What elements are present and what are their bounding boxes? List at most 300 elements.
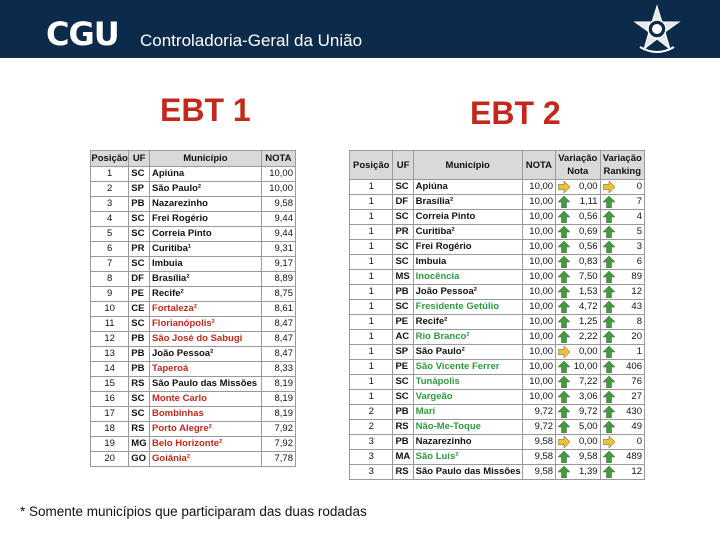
position-cell: 8 xyxy=(91,272,129,287)
municipio-cell: Rio Branco² xyxy=(413,330,522,345)
position-cell: 2 xyxy=(350,405,393,420)
position-cell: 3 xyxy=(91,197,129,212)
table-row xyxy=(91,452,296,467)
uf-cell: GO xyxy=(129,452,150,467)
nota-cell: 10,00 xyxy=(522,315,555,330)
uf-cell: SP xyxy=(129,182,150,197)
nota-cell: 9,58 xyxy=(522,465,555,480)
variacao-ranking-cell-value: 49 xyxy=(631,421,642,432)
nota-cell: 10,00 xyxy=(522,210,555,225)
position-cell: 4 xyxy=(91,212,129,227)
municipio-cell: Inocência xyxy=(413,270,522,285)
nota-cell: 10,00 xyxy=(522,390,555,405)
arrow-up-icon xyxy=(603,391,615,403)
arrow-up-icon xyxy=(603,376,615,388)
municipio-cell: Fresidente Getúlio xyxy=(413,300,522,315)
nota-cell: 9,17 xyxy=(261,257,295,272)
table-row xyxy=(350,435,645,450)
variacao-ranking-cell xyxy=(600,270,644,285)
nota-cell: 10,00 xyxy=(522,255,555,270)
variacao-ranking-cell-value: 430 xyxy=(626,406,642,417)
arrow-right-icon xyxy=(603,436,615,448)
col-header-municipio: Município xyxy=(413,151,522,180)
uf-cell: DF xyxy=(393,195,413,210)
table-row xyxy=(350,375,645,390)
arrow-up-icon xyxy=(603,361,615,373)
variacao-nota-cell xyxy=(556,270,600,285)
arrow-up-icon xyxy=(603,301,615,313)
col-header-variacao-ranking: Variação Ranking xyxy=(600,151,644,180)
uf-cell: SC xyxy=(129,317,150,332)
ebt1-title: EBT 1 xyxy=(160,92,251,128)
table-row xyxy=(91,377,296,392)
table-row xyxy=(350,315,645,330)
uf-cell: DF xyxy=(129,272,150,287)
nota-cell: 8,19 xyxy=(261,407,295,422)
position-cell: 6 xyxy=(91,242,129,257)
arrow-up-icon xyxy=(558,391,570,403)
variacao-nota-cell-value: 10,00 xyxy=(573,361,598,372)
table-row xyxy=(91,167,296,182)
arrow-up-icon xyxy=(558,406,570,418)
variacao-ranking-cell xyxy=(600,195,644,210)
nota-cell: 9,44 xyxy=(261,227,295,242)
arrow-up-icon xyxy=(558,211,570,223)
table-row xyxy=(350,270,645,285)
uf-cell: SC xyxy=(129,257,150,272)
variacao-nota-cell xyxy=(556,375,600,390)
municipio-cell: Nazarezinho xyxy=(150,197,262,212)
municipio-cell: Frei Rogério xyxy=(413,240,522,255)
uf-cell: CE xyxy=(129,302,150,317)
table-row xyxy=(350,465,645,480)
position-cell: 2 xyxy=(350,420,393,435)
uf-cell: PB xyxy=(129,332,150,347)
uf-cell: SC xyxy=(393,255,413,270)
nota-cell: 9,72 xyxy=(522,405,555,420)
variacao-nota-cell-value: 0,56 xyxy=(579,211,598,222)
municipio-cell: Correia Pinto xyxy=(413,210,522,225)
uf-cell: SC xyxy=(393,240,413,255)
variacao-nota-cell-value: 2,22 xyxy=(579,331,598,342)
position-cell: 1 xyxy=(350,225,393,240)
municipio-cell: Taperoá xyxy=(150,362,262,377)
table-row xyxy=(350,390,645,405)
position-cell: 5 xyxy=(91,227,129,242)
municipio-cell: Monte Carlo xyxy=(150,392,262,407)
header-subtitle: Controladoria-Geral da União xyxy=(140,31,363,50)
position-cell: 1 xyxy=(350,195,393,210)
table-row xyxy=(91,407,296,422)
table-row xyxy=(91,242,296,257)
position-cell: 7 xyxy=(91,257,129,272)
arrow-right-icon xyxy=(603,181,615,193)
variacao-ranking-cell-value: 0 xyxy=(636,181,642,192)
municipio-cell: Frei Rogério xyxy=(150,212,262,227)
municipio-cell: São Luís² xyxy=(413,450,522,465)
table-row xyxy=(350,240,645,255)
nota-cell: 10,00 xyxy=(522,345,555,360)
table-row xyxy=(91,287,296,302)
variacao-ranking-cell xyxy=(600,255,644,270)
variacao-ranking-cell xyxy=(600,465,644,480)
table-row xyxy=(91,317,296,332)
uf-cell: MA xyxy=(393,450,413,465)
position-cell: 16 xyxy=(91,392,129,407)
municipio-cell: São Paulo das Missões xyxy=(150,377,262,392)
position-cell: 12 xyxy=(91,332,129,347)
nota-cell: 8,89 xyxy=(261,272,295,287)
table-row xyxy=(91,227,296,242)
nota-cell: 8,19 xyxy=(261,377,295,392)
arrow-up-icon xyxy=(558,421,570,433)
variacao-ranking-cell xyxy=(600,405,644,420)
position-cell: 1 xyxy=(350,285,393,300)
table-row xyxy=(91,197,296,212)
variacao-ranking-cell xyxy=(600,375,644,390)
header-bar xyxy=(0,0,720,58)
uf-cell: PB xyxy=(393,435,413,450)
uf-cell: SC xyxy=(129,392,150,407)
footnote: * Somente municípios que participaram das duas rodadas xyxy=(20,504,367,519)
variacao-nota-cell-value: 9,58 xyxy=(579,451,598,462)
nota-cell: 10,00 xyxy=(522,195,555,210)
table-row xyxy=(350,195,645,210)
uf-cell: PB xyxy=(129,347,150,362)
nota-cell: 10,00 xyxy=(522,375,555,390)
col-header-variacao-nota: Variação Nota xyxy=(556,151,600,180)
variacao-nota-cell-value: 1,11 xyxy=(579,196,598,207)
arrow-up-icon xyxy=(603,316,615,328)
variacao-ranking-cell-value: 8 xyxy=(636,316,642,327)
variacao-ranking-cell-value: 3 xyxy=(636,241,642,252)
position-cell: 9 xyxy=(91,287,129,302)
uf-cell: RS xyxy=(393,465,413,480)
position-cell: 20 xyxy=(91,452,129,467)
nota-cell: 8,75 xyxy=(261,287,295,302)
municipio-cell: São Paulo das Missões xyxy=(413,465,522,480)
position-cell: 3 xyxy=(350,465,393,480)
variacao-nota-cell xyxy=(556,465,600,480)
nota-cell: 8,33 xyxy=(261,362,295,377)
position-cell: 3 xyxy=(350,435,393,450)
variacao-nota-cell-value: 0,83 xyxy=(579,256,598,267)
table-row xyxy=(91,182,296,197)
arrow-up-icon xyxy=(558,376,570,388)
variacao-ranking-cell-value: 1 xyxy=(636,346,642,357)
uf-cell: PE xyxy=(393,315,413,330)
variacao-nota-cell xyxy=(556,240,600,255)
table-row xyxy=(91,332,296,347)
table-row xyxy=(350,405,645,420)
variacao-nota-cell-value: 0,00 xyxy=(579,436,598,447)
variacao-ranking-cell xyxy=(600,315,644,330)
variacao-nota-cell xyxy=(556,360,600,375)
table-row xyxy=(91,302,296,317)
nota-cell: 10,00 xyxy=(522,300,555,315)
nota-cell: 9,44 xyxy=(261,212,295,227)
variacao-ranking-cell xyxy=(600,360,644,375)
municipio-cell: Florianópolis² xyxy=(150,317,262,332)
position-cell: 1 xyxy=(350,270,393,285)
variacao-ranking-cell xyxy=(600,450,644,465)
position-cell: 1 xyxy=(350,210,393,225)
municipio-cell: João Pessoa² xyxy=(413,285,522,300)
position-cell: 1 xyxy=(350,240,393,255)
variacao-nota-cell-value: 9,72 xyxy=(579,406,598,417)
table-row xyxy=(350,300,645,315)
variacao-nota-cell xyxy=(556,450,600,465)
variacao-nota-cell xyxy=(556,210,600,225)
variacao-nota-cell xyxy=(556,195,600,210)
table-row xyxy=(350,180,645,195)
variacao-nota-cell xyxy=(556,285,600,300)
uf-cell: MG xyxy=(129,437,150,452)
uf-cell: PR xyxy=(393,225,413,240)
municipio-cell: Nazarezinho xyxy=(413,435,522,450)
col-header-municipio: Município xyxy=(150,151,262,167)
arrow-up-icon xyxy=(603,271,615,283)
variacao-nota-cell xyxy=(556,345,600,360)
position-cell: 18 xyxy=(91,422,129,437)
variacao-nota-cell xyxy=(556,405,600,420)
uf-cell: RS xyxy=(129,377,150,392)
variacao-ranking-cell xyxy=(600,345,644,360)
uf-cell: SC xyxy=(129,227,150,242)
uf-cell: SC xyxy=(393,210,413,225)
variacao-nota-cell-value: 1,25 xyxy=(579,316,598,327)
municipio-cell: Marí xyxy=(413,405,522,420)
table-row xyxy=(91,347,296,362)
variacao-ranking-cell-value: 20 xyxy=(631,331,642,342)
table-row xyxy=(350,225,645,240)
municipio-cell: Não-Me-Toque xyxy=(413,420,522,435)
position-cell: 1 xyxy=(350,330,393,345)
table-row xyxy=(350,450,645,465)
uf-cell: PE xyxy=(393,360,413,375)
variacao-nota-cell-value: 0,69 xyxy=(579,226,598,237)
municipio-cell: João Pessoa² xyxy=(150,347,262,362)
municipio-cell: São Vicente Ferrer xyxy=(413,360,522,375)
table-row xyxy=(91,362,296,377)
variacao-nota-cell-value: 7,22 xyxy=(579,376,598,387)
arrow-up-icon xyxy=(603,196,615,208)
variacao-ranking-cell xyxy=(600,435,644,450)
position-cell: 10 xyxy=(91,302,129,317)
municipio-cell: Apiúna xyxy=(413,180,522,195)
variacao-ranking-cell xyxy=(600,420,644,435)
uf-cell: PB xyxy=(129,197,150,212)
arrow-up-icon xyxy=(558,361,570,373)
arrow-right-icon xyxy=(558,436,570,448)
position-cell: 11 xyxy=(91,317,129,332)
municipio-cell: Porto Alegre² xyxy=(150,422,262,437)
municipio-cell: Belo Horizonte² xyxy=(150,437,262,452)
variacao-nota-cell xyxy=(556,300,600,315)
nota-cell: 7,92 xyxy=(261,422,295,437)
municipio-cell: São Paulo² xyxy=(413,345,522,360)
arrow-up-icon xyxy=(558,301,570,313)
uf-cell: PE xyxy=(129,287,150,302)
position-cell: 2 xyxy=(91,182,129,197)
table-row xyxy=(350,345,645,360)
variacao-ranking-cell xyxy=(600,180,644,195)
arrow-up-icon xyxy=(558,316,570,328)
nota-cell: 9,58 xyxy=(522,435,555,450)
nota-cell: 9,31 xyxy=(261,242,295,257)
uf-cell: AC xyxy=(393,330,413,345)
variacao-nota-cell xyxy=(556,420,600,435)
nota-cell: 10,00 xyxy=(522,270,555,285)
variacao-ranking-cell xyxy=(600,285,644,300)
uf-cell: PB xyxy=(129,362,150,377)
col-header-nota: NOTA xyxy=(522,151,555,180)
position-cell: 13 xyxy=(91,347,129,362)
position-cell: 1 xyxy=(350,315,393,330)
arrow-up-icon xyxy=(558,241,570,253)
col-header-posicao: Posição xyxy=(350,151,393,180)
nota-cell: 10,00 xyxy=(522,285,555,300)
nota-cell: 8,47 xyxy=(261,347,295,362)
variacao-ranking-cell xyxy=(600,240,644,255)
uf-cell: RS xyxy=(393,420,413,435)
variacao-nota-cell xyxy=(556,255,600,270)
arrow-up-icon xyxy=(558,451,570,463)
position-cell: 3 xyxy=(350,450,393,465)
uf-cell: SC xyxy=(393,390,413,405)
municipio-cell: Imbuia xyxy=(150,257,262,272)
variacao-nota-cell-value: 0,56 xyxy=(579,241,598,252)
variacao-nota-cell xyxy=(556,435,600,450)
variacao-nota-cell xyxy=(556,315,600,330)
col-header-nota: NOTA xyxy=(261,151,295,167)
arrow-up-icon xyxy=(603,451,615,463)
position-cell: 14 xyxy=(91,362,129,377)
nota-cell: 8,19 xyxy=(261,392,295,407)
municipio-cell: Imbuia xyxy=(413,255,522,270)
table-row xyxy=(350,330,645,345)
ebt2-ranking-table xyxy=(349,150,645,480)
municipio-cell: Brasília² xyxy=(150,272,262,287)
nota-cell: 10,00 xyxy=(522,180,555,195)
position-cell: 1 xyxy=(91,167,129,182)
municipio-cell: Recife² xyxy=(413,315,522,330)
arrow-right-icon xyxy=(558,346,570,358)
variacao-ranking-cell-value: 76 xyxy=(631,376,642,387)
variacao-nota-cell-value: 5,00 xyxy=(579,421,598,432)
position-cell: 1 xyxy=(350,255,393,270)
position-cell: 17 xyxy=(91,407,129,422)
uf-cell: SP xyxy=(393,345,413,360)
variacao-nota-cell-value: 3,06 xyxy=(579,391,598,402)
arrow-up-icon xyxy=(603,241,615,253)
variacao-nota-cell-value: 0,00 xyxy=(579,346,598,357)
uf-cell: SC xyxy=(393,180,413,195)
nota-cell: 8,47 xyxy=(261,332,295,347)
municipio-cell: Correia Pinto xyxy=(150,227,262,242)
nota-cell: 9,58 xyxy=(522,450,555,465)
variacao-nota-cell-value: 0,00 xyxy=(579,181,598,192)
position-cell: 1 xyxy=(350,360,393,375)
table-header-row xyxy=(91,151,296,167)
municipio-cell: Curitiba¹ xyxy=(150,242,262,257)
nota-cell: 9,58 xyxy=(261,197,295,212)
nota-cell: 10,00 xyxy=(522,240,555,255)
table-row xyxy=(91,437,296,452)
uf-cell: PR xyxy=(129,242,150,257)
variacao-ranking-cell xyxy=(600,210,644,225)
municipio-cell: Apiúna xyxy=(150,167,262,182)
col-header-posicao: Posição xyxy=(91,151,129,167)
position-cell: 1 xyxy=(350,345,393,360)
variacao-ranking-cell xyxy=(600,390,644,405)
nota-cell: 10,00 xyxy=(522,330,555,345)
table-row xyxy=(91,392,296,407)
ebt1-ranking-table xyxy=(90,150,296,467)
variacao-ranking-cell-value: 406 xyxy=(626,361,642,372)
arrow-up-icon xyxy=(603,406,615,418)
uf-cell: SC xyxy=(129,212,150,227)
nota-cell: 10,00 xyxy=(522,360,555,375)
variacao-ranking-cell-value: 7 xyxy=(636,196,642,207)
municipio-cell: Goiânia² xyxy=(150,452,262,467)
municipio-cell: Brasília² xyxy=(413,195,522,210)
variacao-ranking-cell xyxy=(600,225,644,240)
table-row xyxy=(350,255,645,270)
uf-cell: SC xyxy=(129,167,150,182)
ebt2-title: EBT 2 xyxy=(470,95,561,131)
variacao-ranking-cell-value: 489 xyxy=(626,451,642,462)
arrow-up-icon xyxy=(603,331,615,343)
table-row xyxy=(350,285,645,300)
uf-cell: SC xyxy=(393,300,413,315)
table-row xyxy=(91,212,296,227)
municipio-cell: São Paulo² xyxy=(150,182,262,197)
variacao-ranking-cell-value: 43 xyxy=(631,301,642,312)
nota-cell: 7,92 xyxy=(261,437,295,452)
arrow-right-icon xyxy=(558,181,570,193)
municipio-cell: Curitiba² xyxy=(413,225,522,240)
arrow-up-icon xyxy=(558,466,570,478)
variacao-nota-cell-value: 1,53 xyxy=(579,286,598,297)
variacao-nota-cell-value: 1,39 xyxy=(579,466,598,477)
position-cell: 15 xyxy=(91,377,129,392)
table-row xyxy=(91,272,296,287)
nota-cell: 10,00 xyxy=(522,225,555,240)
table-row xyxy=(91,257,296,272)
variacao-ranking-cell-value: 0 xyxy=(636,436,642,447)
arrow-up-icon xyxy=(558,226,570,238)
col-header-uf: UF xyxy=(129,151,150,167)
position-cell: 1 xyxy=(350,300,393,315)
position-cell: 1 xyxy=(350,180,393,195)
variacao-nota-cell-value: 4,72 xyxy=(579,301,598,312)
uf-cell: PB xyxy=(393,405,413,420)
position-cell: 19 xyxy=(91,437,129,452)
variacao-ranking-cell xyxy=(600,330,644,345)
variacao-nota-cell-value: 7,50 xyxy=(579,271,598,282)
arrow-up-icon xyxy=(603,256,615,268)
arrow-up-icon xyxy=(603,286,615,298)
arrow-up-icon xyxy=(603,466,615,478)
nota-cell: 10,00 xyxy=(261,182,295,197)
municipio-cell: Tunápolis xyxy=(413,375,522,390)
municipio-cell: Bombinhas xyxy=(150,407,262,422)
variacao-ranking-cell xyxy=(600,300,644,315)
variacao-ranking-cell-value: 89 xyxy=(631,271,642,282)
arrow-up-icon xyxy=(603,226,615,238)
variacao-nota-cell xyxy=(556,180,600,195)
